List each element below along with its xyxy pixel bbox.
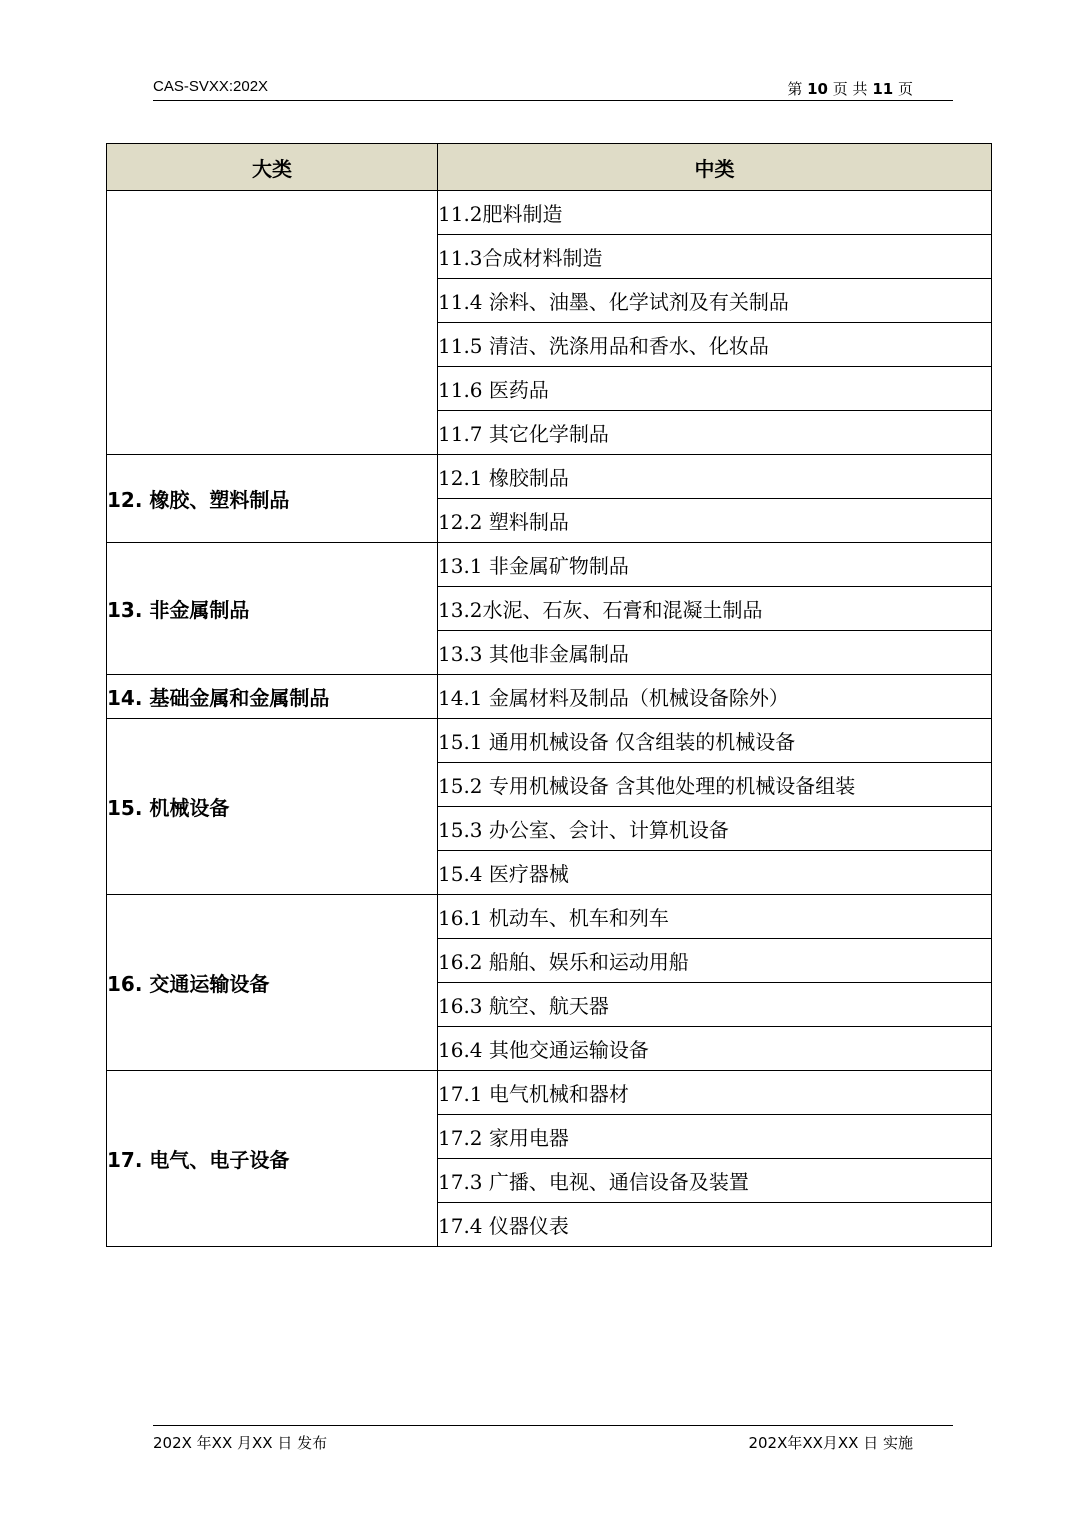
table-row — [107, 895, 992, 939]
subcategory-cell: 11.4 涂料、油墨、化学试剂及有关制品 — [438, 279, 992, 323]
subcategory-cell: 11.2肥料制造 — [438, 191, 992, 235]
category-cell — [107, 191, 438, 455]
category-cell: 17. 电气、电子设备 — [107, 1071, 438, 1247]
page-current: 10 — [807, 80, 828, 98]
subcategory-cell: 12.2 塑料制品 — [438, 499, 992, 543]
subcategory-cell: 15.4 医疗器械 — [438, 851, 992, 895]
table-row — [107, 191, 992, 235]
publish-date: 202X 年XX 月XX 日 发布 — [153, 1434, 328, 1452]
subcategory-cell: 11.6 医药品 — [438, 367, 992, 411]
page-footer — [153, 1425, 953, 1452]
subcategory-cell: 16.4 其他交通运输设备 — [438, 1027, 992, 1071]
subcategory-cell: 15.2 专用机械设备 含其他处理的机械设备组装 — [438, 763, 992, 807]
subcategory-cell: 15.1 通用机械设备 仅含组装的机械设备 — [438, 719, 992, 763]
category-cell: 16. 交通运输设备 — [107, 895, 438, 1071]
subcategory-cell: 17.3 广播、电视、通信设备及装置 — [438, 1159, 992, 1203]
table-header-row — [107, 144, 992, 191]
subcategory-cell: 16.1 机动车、机车和列车 — [438, 895, 992, 939]
table-row — [107, 719, 992, 763]
table-row — [107, 455, 992, 499]
header-major-category: 大类 — [107, 144, 438, 191]
subcategory-cell: 17.1 电气机械和器材 — [438, 1071, 992, 1115]
subcategory-cell: 13.2水泥、石灰、石膏和混凝土制品 — [438, 587, 992, 631]
table-row — [107, 675, 992, 719]
implement-date: 202X年XX月XX 日 实施 — [748, 1434, 913, 1452]
subcategory-cell: 17.4 仪器仪表 — [438, 1203, 992, 1247]
page-total: 11 — [872, 80, 894, 98]
category-cell: 13. 非金属制品 — [107, 543, 438, 675]
page-header — [153, 76, 953, 101]
page-number: 第 10 页 共 11 页 — [787, 80, 913, 98]
subcategory-cell: 11.5 清洁、洗涤用品和香水、化妆品 — [438, 323, 992, 367]
subcategory-cell: 17.2 家用电器 — [438, 1115, 992, 1159]
table-row — [107, 543, 992, 587]
subcategory-cell: 15.3 办公室、会计、计算机设备 — [438, 807, 992, 851]
subcategory-cell: 16.2 船舶、娱乐和运动用船 — [438, 939, 992, 983]
subcategory-cell: 13.1 非金属矿物制品 — [438, 543, 992, 587]
category-cell: 15. 机械设备 — [107, 719, 438, 895]
subcategory-cell: 12.1 橡胶制品 — [438, 455, 992, 499]
subcategory-cell: 16.3 航空、航天器 — [438, 983, 992, 1027]
subcategory-cell: 14.1 金属材料及制品（机械设备除外） — [438, 675, 992, 719]
classification-table — [106, 143, 992, 1247]
document-id: CAS-SVXX:202X — [153, 78, 269, 95]
category-cell: 14. 基础金属和金属制品 — [107, 675, 438, 719]
table-row — [107, 1071, 992, 1115]
subcategory-cell: 11.3合成材料制造 — [438, 235, 992, 279]
subcategory-cell: 11.7 其它化学制品 — [438, 411, 992, 455]
category-cell: 12. 橡胶、塑料制品 — [107, 455, 438, 543]
header-middle-category: 中类 — [438, 144, 992, 191]
subcategory-cell: 13.3 其他非金属制品 — [438, 631, 992, 675]
